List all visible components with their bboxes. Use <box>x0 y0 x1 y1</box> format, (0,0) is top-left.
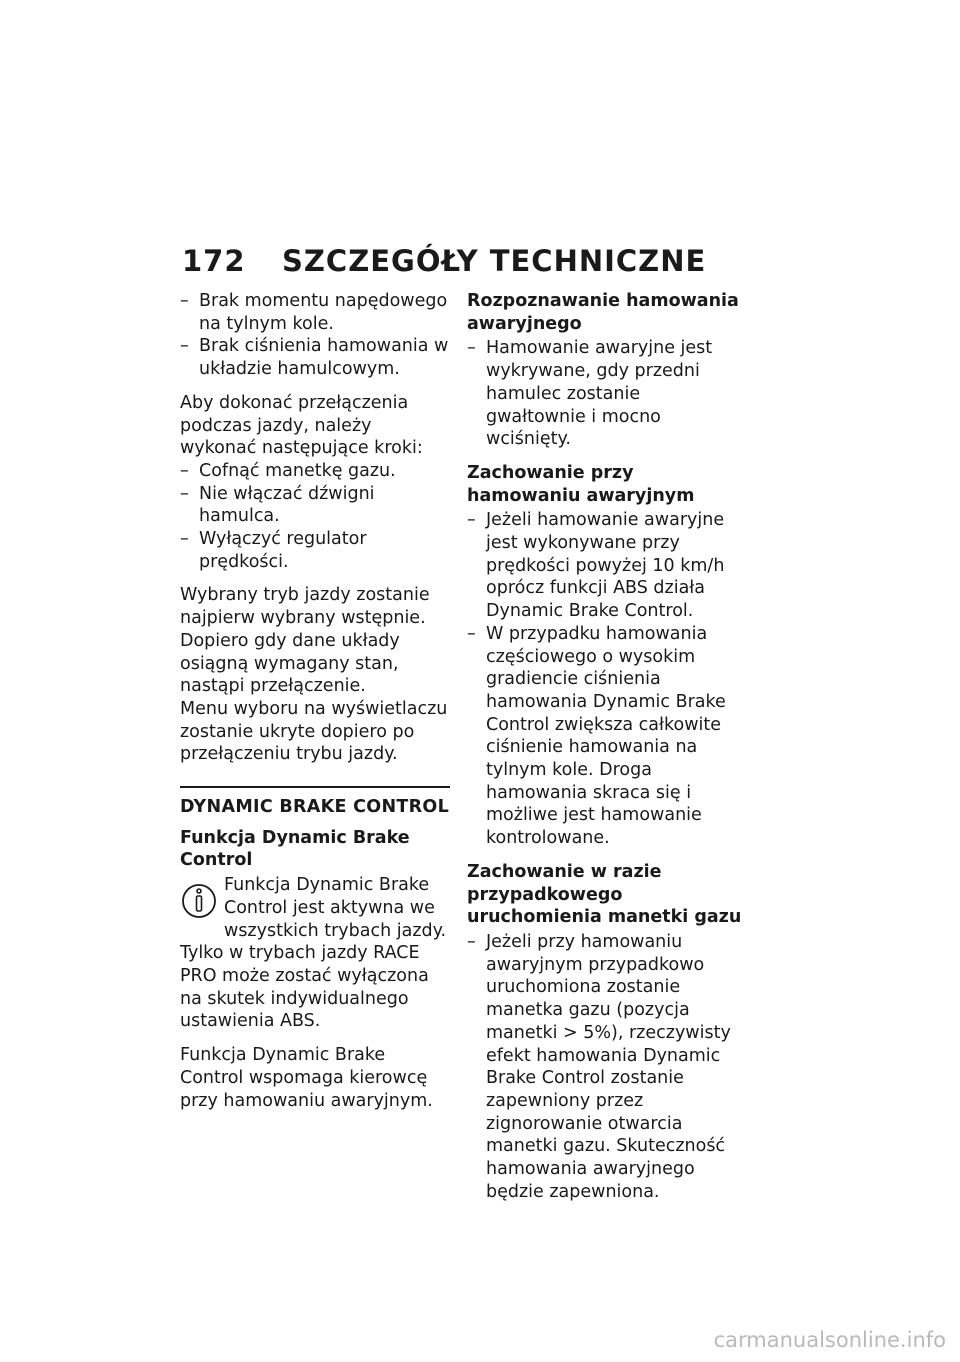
list-item: – Nie włączać dźwigni hamulca. <box>180 483 450 528</box>
paragraph: Wybrany tryb jazdy zostanie najpierw wybrany wstępnie. Dopiero gdy dane układy osiągną wymagany stan, nastąpi przełączenie. <box>180 585 430 697</box>
subsection-title: Rozpoznawanie hamowania awaryjnego <box>467 291 739 334</box>
paragraph: Aby dokonać przełączenia podczas jazdy, należy wykonać następujące kroki: <box>180 392 423 459</box>
paragraph: Funkcja Dynamic Brake Control wspomaga kierowcę przy hamowaniu awaryjnym. <box>180 1045 433 1111</box>
page-number: 172 <box>182 244 246 278</box>
list-item: – Jeżeli przy hamowaniu awaryjnym przypadkowo uruchomiona zostanie manetka gazu (pozycja manetki > 5%), rzeczywisty efekt hamowania Dynamic Brake Control zostanie zapewniony przez zignorowanie otwarcia manetki gazu. Skuteczność hamowania awaryjnego będzie zapewniona. <box>467 931 742 1203</box>
subsection-title: Zachowanie w razie przypadkowego uruchomienia manetki gazu <box>467 861 742 928</box>
page-header <box>182 244 782 278</box>
list-item: – W przypadku hamowania częściowego o wysokim gradiencie ciśnienia hamowania Dynamic Brake Control zwiększa całkowite ciśnienie hamowania na tylnym kole. Droga hamowania skraca się i możliwe jest hamowanie kontrolowane. <box>467 623 742 850</box>
paragraph: Menu wyboru na wyświetlaczu zostanie ukryte dopiero po przełączeniu trybu jazdy. <box>180 698 448 765</box>
right-column <box>467 290 742 1214</box>
info-text: Funkcja Dynamic Brake Control jest aktywna we wszystkich trybach jazdy. Tylko w trybach jazdy RACE PRO może zostać wyłączona na skutek indywidualnego ustawienia ABS. <box>180 875 447 1032</box>
right-list-3 <box>467 931 742 1203</box>
watermark: carmanualsonline.info <box>713 1328 946 1352</box>
list-item: – Cofnąć manetkę gazu. <box>180 460 450 483</box>
list-item: – Brak ciśnienia hamowania w układzie hamulcowym. <box>180 335 450 380</box>
list-item: – Hamowanie awaryjne jest wykrywane, gdy przedni hamulec zostanie gwałtownie i mocno wciśnięty. <box>467 337 742 451</box>
right-list-2 <box>467 509 742 850</box>
subsection-title: Zachowanie przy hamowaniu awaryjnym <box>467 462 695 506</box>
list-item: – Brak momentu napędowego na tylnym kole. <box>180 290 450 335</box>
section-divider <box>180 786 450 788</box>
subsection-title: Funkcja Dynamic Brake Control <box>180 827 410 871</box>
left-column <box>180 290 450 1123</box>
list-item: – Jeżeli hamowanie awaryjne jest wykonywane przy prędkości powyżej 10 km/h oprócz funkcji ABS działa Dynamic Brake Control. <box>467 509 742 623</box>
info-note <box>180 874 450 1033</box>
section-title: DYNAMIC BRAKE CONTROL <box>180 797 450 818</box>
left-list-2 <box>180 460 450 574</box>
page-title: SZCZEGÓŁY TECHNICZNE <box>282 244 707 278</box>
left-list-1 <box>180 290 450 381</box>
info-icon <box>180 874 218 922</box>
list-item: – Wyłączyć regulator prędkości. <box>180 528 450 573</box>
right-list-1 <box>467 337 742 451</box>
